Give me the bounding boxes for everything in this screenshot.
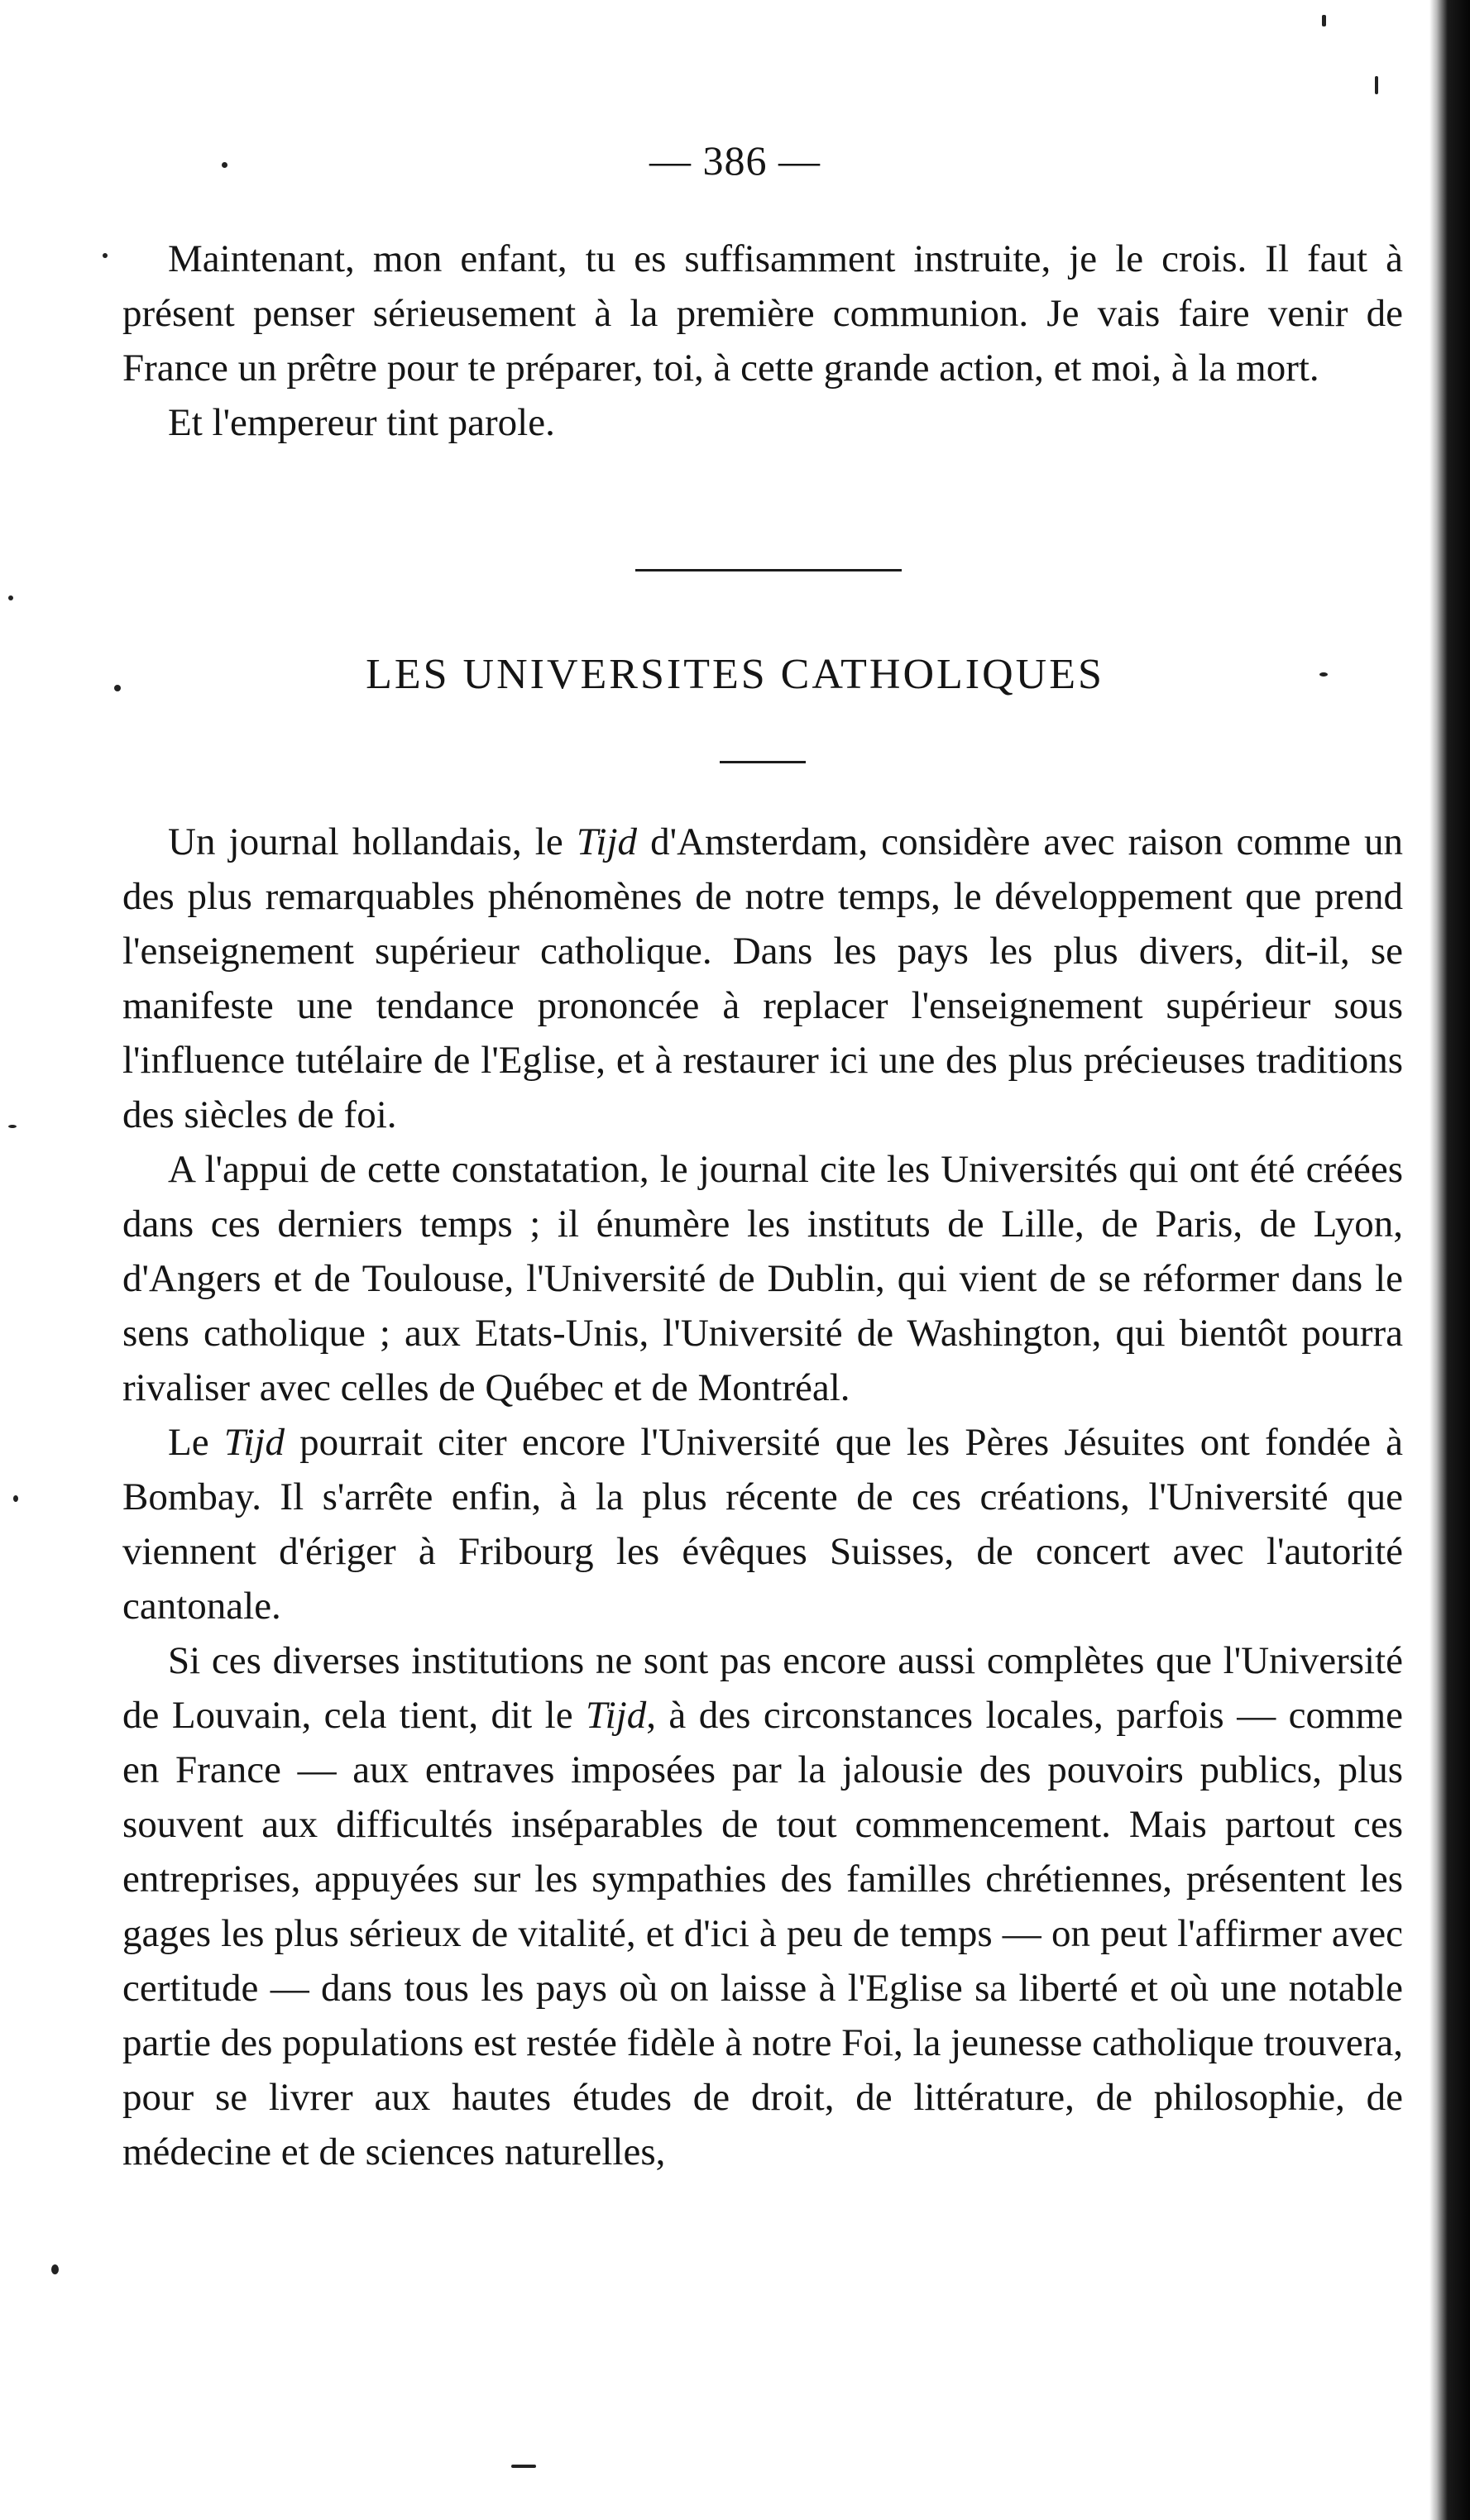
paragraph-text: Un journal hollandais, le [168, 820, 577, 863]
scan-speck [511, 2465, 536, 2468]
article-paragraph-4 [122, 1633, 1403, 2179]
scan-speck [114, 685, 121, 691]
title-underline [720, 761, 806, 763]
scan-speck [103, 253, 108, 258]
paragraph-text: pourrait citer encore l'Université que les Pères Jésuites ont fondée à Bombay. Il s'arrête enfin, à la plus récente de ces créations, l'Université que viennent d'ériger à Fribourg les évêques Suisses, de concert avec l'autorité cantonale. [122, 1421, 1404, 1628]
paragraph-text: , à des circonstances locales, parfois — comme en France — aux entraves imposées par la jalousie des pouvoirs publics, plus souvent aux difficultés inséparables de tout commencement. Mais partout ces entreprises, appuyées sur les sympathies des familles chrétiennes, présentent les gages les plus sérieux de vitalité, et d'ici à peu de temps — on peut l'affirmer avec certitude — dans tous les pays où on laisse à l'Eglise sa liberté et où une notable partie des populations est restée fidèle à notre Foi, la jeunesse catholique trouvera, pour se livrer aux hautes études de droit, de littérature, de philosophie, de médecine et de sciences naturelles, [122, 1694, 1403, 2173]
article-body [122, 815, 1403, 2179]
newspaper-name: Tijd [223, 1421, 285, 1464]
scan-speck [8, 595, 13, 600]
scan-speck [13, 1495, 18, 1502]
scan-speck [1322, 15, 1326, 26]
newspaper-name: Tijd [576, 820, 638, 863]
section-title: LES UNIVERSITES CATHOLIQUES [366, 651, 1104, 698]
article-paragraph-3 [122, 1415, 1403, 1633]
intro-closing-line: Et l'empereur tint parole. [168, 401, 555, 444]
paragraph-text: Le [168, 1421, 224, 1464]
paragraph-text: Si ces diverses institutions ne sont pas encore aussi complètes que l'Université de Louvain, cela tient, dit le [122, 1639, 1403, 1737]
paragraph-text: d'Amsterdam, considère avec raison comme un des plus remarquables phénomènes de notre temps, le développement que prend l'enseignement supérieur catholique. Dans les pays les plus divers, dit-il, se manifeste une tendance prononcée à replacer l'enseignement supérieur sous l'influence tutélaire de l'Eglise, et à restaurer ici une des plus précieuses traditions des siècles de foi. [122, 820, 1403, 1136]
intro-paragraph: Maintenant, mon enfant, tu es suffisamment instruite, je le crois. Il faut à présent penser sérieusement à la première communion. Je vais faire venir de France un prêtre pour te préparer, toi, à cette grande action, et moi, à la mort. [122, 237, 1403, 390]
scan-speck [222, 162, 227, 168]
article-paragraph-2: A l'appui de cette constatation, le journal cite les Universités qui ont été créées dans ces derniers temps ; il énumère les instituts de Lille, de Paris, de Lyon, d'Angers et de Toulouse, l'Université de Dublin, qui vient de se réformer dans le sens catholique ; aux Etats-Unis, l'Université de Washington, qui bientôt pourra rivaliser avec celles de Québec et de Montréal. [122, 1148, 1403, 1409]
scan-speck [51, 2264, 59, 2274]
scan-speck [1375, 76, 1378, 94]
scan-speck [1319, 672, 1328, 677]
page-number: — 386 — [649, 137, 821, 184]
newspaper-name: Tijd [586, 1694, 647, 1737]
section-divider [635, 569, 902, 571]
binding-edge [1429, 0, 1470, 2520]
intro-text [122, 232, 1403, 450]
article-paragraph-1 [122, 815, 1403, 1142]
scan-speck [8, 1125, 17, 1128]
